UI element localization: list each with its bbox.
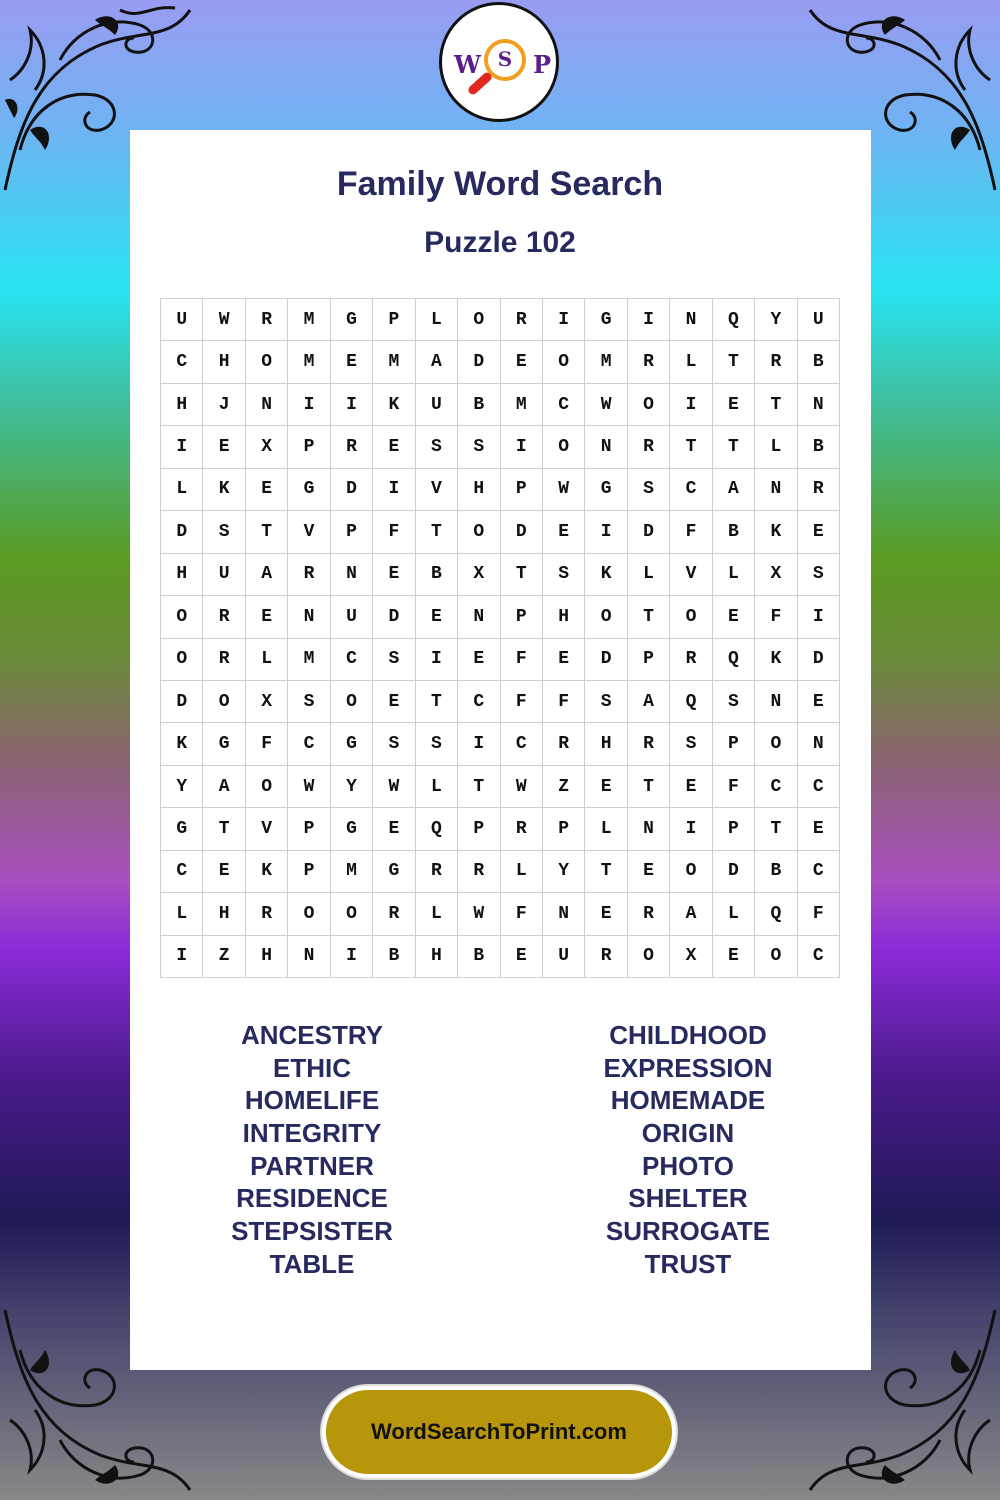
grid-cell: K [755,639,797,681]
grid-cell: Y [543,851,585,893]
grid-cell: B [798,426,840,468]
grid-cell: X [755,554,797,596]
grid-cell: N [288,596,330,638]
grid-cell: L [755,426,797,468]
grid-cell: M [331,851,373,893]
grid-cell: R [246,893,288,935]
grid-cell: O [458,511,500,553]
grid-cell: E [670,766,712,808]
grid-cell: E [501,936,543,978]
grid-cell: U [161,299,203,341]
grid-cell: A [670,893,712,935]
grid-cell: K [161,723,203,765]
grid-cell: S [416,723,458,765]
grid-cell: E [543,511,585,553]
grid-cell: R [628,893,670,935]
grid-cell: D [458,341,500,383]
grid-cell: V [670,554,712,596]
word-list-item: CHILDHOOD [609,1020,767,1050]
grid-cell: Y [331,766,373,808]
grid-cell: O [670,596,712,638]
grid-cell: N [288,936,330,978]
grid-cell: T [416,681,458,723]
grid-cell: R [543,723,585,765]
grid-cell: I [373,469,415,511]
grid-cell: D [373,596,415,638]
grid-cell: E [373,808,415,850]
grid-cell: E [416,596,458,638]
grid-cell: C [458,681,500,723]
grid-cell: G [585,299,627,341]
grid-cell: M [288,639,330,681]
grid-cell: R [501,299,543,341]
grid-cell: T [713,426,755,468]
grid-cell: S [670,723,712,765]
grid-cell: T [628,766,670,808]
puzzle-number: Puzzle 102 [424,226,576,259]
grid-cell: W [458,893,500,935]
word-list-item: EXPRESSION [603,1052,773,1083]
grid-cell: C [161,341,203,383]
grid-cell: O [755,936,797,978]
word-list-right [538,1018,838,1280]
grid-cell: R [416,851,458,893]
grid-cell: O [628,384,670,426]
grid-cell: T [246,511,288,553]
word-list-item: HOMELIFE [244,1085,380,1116]
grid-cell: N [755,681,797,723]
grid-cell: P [501,596,543,638]
grid-cell: G [203,723,245,765]
grid-cell: T [203,808,245,850]
grid-cell: B [416,554,458,596]
grid-cell: K [373,384,415,426]
grid-cell: C [798,851,840,893]
grid-cell: N [670,299,712,341]
grid-cell: W [288,766,330,808]
grid-cell: Q [670,681,712,723]
grid-cell: E [458,639,500,681]
grid-cell: B [458,936,500,978]
grid-cell: E [246,469,288,511]
word-list-item: ETHIC [273,1052,351,1083]
grid-cell: I [331,384,373,426]
grid-cell: T [416,511,458,553]
grid-cell: H [203,341,245,383]
grid-cell: G [331,299,373,341]
logo-letter-w: W [454,50,481,79]
grid-cell: H [458,469,500,511]
grid-cell: F [713,766,755,808]
grid-cell: R [288,554,330,596]
grid-cell: T [458,766,500,808]
grid-cell: R [203,639,245,681]
grid-cell: W [585,384,627,426]
grid-cell: W [543,469,585,511]
grid-cell: P [288,851,330,893]
grid-cell: E [798,808,840,850]
grid-cell: C [755,766,797,808]
grid-cell: D [585,639,627,681]
grid-cell: O [670,851,712,893]
grid-cell: H [161,384,203,426]
grid-cell: S [373,639,415,681]
grid-cell: U [331,596,373,638]
grid-cell: E [373,426,415,468]
grid-cell: E [713,384,755,426]
grid-cell: S [416,426,458,468]
grid-cell: F [543,681,585,723]
grid-cell: K [203,469,245,511]
grid-cell: P [331,511,373,553]
grid-cell: I [543,299,585,341]
grid-cell: S [543,554,585,596]
grid-cell: L [416,766,458,808]
word-list-item: SHELTER [628,1183,748,1214]
grid-cell: B [798,341,840,383]
grid-cell: S [373,723,415,765]
grid-cell: S [628,469,670,511]
grid-cell: L [713,893,755,935]
grid-cell: L [713,554,755,596]
logo-letter-s: S [497,47,513,71]
grid-cell: F [670,511,712,553]
grid-cell: S [585,681,627,723]
grid-cell: E [585,893,627,935]
grid-cell: I [670,384,712,426]
word-list-item: SURROGATE [605,1216,771,1247]
grid-cell: L [416,893,458,935]
grid-cell: D [501,511,543,553]
grid-cell: K [755,511,797,553]
grid-cell: Q [416,808,458,850]
grid-cell: U [416,384,458,426]
grid-cell: F [246,723,288,765]
grid-cell: O [203,681,245,723]
grid-cell: E [798,681,840,723]
grid-cell: F [755,596,797,638]
grid-cell: L [670,341,712,383]
grid-cell: R [246,299,288,341]
word-list-item: STEPSISTER [231,1216,393,1247]
grid-cell: T [585,851,627,893]
grid-cell: W [501,766,543,808]
grid-cell: E [203,851,245,893]
grid-cell: R [458,851,500,893]
grid-cell: P [543,808,585,850]
grid-cell: S [713,681,755,723]
grid-cell: C [161,851,203,893]
grid-cell: R [203,596,245,638]
grid-cell: H [543,596,585,638]
grid-cell: R [331,426,373,468]
grid-cell: B [755,851,797,893]
grid-cell: H [246,936,288,978]
grid-cell: E [543,639,585,681]
grid-cell: G [161,808,203,850]
grid-cell: C [288,723,330,765]
grid-cell: F [501,681,543,723]
grid-cell: H [161,554,203,596]
grid-cell: R [798,469,840,511]
grid-cell: P [501,469,543,511]
grid-cell: P [713,808,755,850]
grid-cell: L [161,893,203,935]
grid-cell: A [628,681,670,723]
grid-cell: T [755,384,797,426]
grid-cell: R [670,639,712,681]
grid-cell: P [288,808,330,850]
grid-cell: I [501,426,543,468]
grid-cell: I [161,936,203,978]
grid-cell: F [501,639,543,681]
word-list-left [162,1018,462,1280]
grid-cell: F [373,511,415,553]
grid-cell: R [628,723,670,765]
grid-cell: D [798,639,840,681]
grid-cell: N [798,384,840,426]
grid-cell: N [331,554,373,596]
grid-cell: H [585,723,627,765]
grid-cell: C [543,384,585,426]
grid-cell: K [585,554,627,596]
grid-cell: C [670,469,712,511]
grid-cell: N [458,596,500,638]
letter-grid [160,298,840,978]
grid-cell: E [713,936,755,978]
grid-cell: L [628,554,670,596]
grid-cell: T [713,341,755,383]
grid-cell: C [501,723,543,765]
grid-cell: I [416,639,458,681]
grid-cell: H [203,893,245,935]
grid-cell: S [203,511,245,553]
grid-cell: U [543,936,585,978]
grid-cell: E [246,596,288,638]
grid-cell: X [670,936,712,978]
grid-cell: O [246,766,288,808]
grid-cell: B [458,384,500,426]
word-list-item: RESIDENCE [236,1183,388,1214]
word-list-item: ORIGIN [641,1118,735,1149]
grid-cell: X [458,554,500,596]
word-list-item: ANCESTRY [240,1020,384,1050]
grid-cell: R [755,341,797,383]
grid-cell: F [798,893,840,935]
grid-cell: N [628,808,670,850]
grid-cell: E [713,596,755,638]
word-list-item: TABLE [269,1248,355,1279]
grid-cell: E [501,341,543,383]
grid-cell: T [670,426,712,468]
grid-cell: R [501,808,543,850]
grid-cell: G [331,808,373,850]
word-list-item: PHOTO [642,1150,734,1181]
grid-cell: H [416,936,458,978]
grid-cell: V [416,469,458,511]
grid-cell: G [373,851,415,893]
grid-cell: Z [203,936,245,978]
grid-cell: Y [161,766,203,808]
grid-cell: E [628,851,670,893]
grid-cell: U [798,299,840,341]
grid-cell: O [458,299,500,341]
grid-cell: P [458,808,500,850]
grid-cell: B [713,511,755,553]
grid-cell: O [585,596,627,638]
grid-cell: I [288,384,330,426]
grid-cell: G [288,469,330,511]
grid-cell: G [331,723,373,765]
word-list-item: TRUST [644,1248,732,1279]
grid-cell: L [585,808,627,850]
grid-cell: E [373,681,415,723]
grid-cell: O [288,893,330,935]
grid-cell: N [755,469,797,511]
grid-cell: O [755,723,797,765]
grid-cell: M [288,299,330,341]
grid-cell: L [246,639,288,681]
grid-cell: E [798,511,840,553]
wsp-logo [439,2,559,122]
grid-cell: L [416,299,458,341]
grid-cell: O [331,893,373,935]
grid-cell: O [161,639,203,681]
grid-cell: C [798,936,840,978]
grid-cell: D [161,511,203,553]
grid-cell: E [585,766,627,808]
grid-cell: I [458,723,500,765]
grid-cell: R [373,893,415,935]
grid-cell: I [798,596,840,638]
grid-cell: Q [713,299,755,341]
grid-cell: E [203,426,245,468]
grid-cell: O [246,341,288,383]
word-list-item: HOMEMADE [610,1085,766,1116]
grid-cell: E [331,341,373,383]
grid-cell: Q [755,893,797,935]
grid-cell: Y [755,299,797,341]
grid-cell: T [501,554,543,596]
grid-cell: G [585,469,627,511]
grid-cell: S [458,426,500,468]
grid-cell: N [798,723,840,765]
grid-cell: X [246,426,288,468]
grid-cell: E [373,554,415,596]
grid-cell: V [288,511,330,553]
grid-cell: I [670,808,712,850]
grid-cell: D [331,469,373,511]
grid-cell: Z [543,766,585,808]
grid-cell: V [246,808,288,850]
site-name[interactable]: WordSearchToPrint.com [371,1419,627,1444]
word-list-item: PARTNER [250,1150,374,1181]
grid-cell: M [373,341,415,383]
grid-cell: P [628,639,670,681]
grid-cell: S [288,681,330,723]
grid-cell: O [543,426,585,468]
grid-cell: D [713,851,755,893]
grid-cell: N [543,893,585,935]
grid-cell: J [203,384,245,426]
grid-cell: L [161,469,203,511]
grid-cell: Q [713,639,755,681]
grid-cell: N [246,384,288,426]
grid-cell: P [373,299,415,341]
grid-cell: L [501,851,543,893]
grid-cell: A [713,469,755,511]
grid-cell: W [203,299,245,341]
footer-banner[interactable] [322,1386,676,1478]
grid-cell: N [585,426,627,468]
grid-cell: O [543,341,585,383]
logo-letter-p: P [533,50,552,79]
grid-cell: X [246,681,288,723]
page-title: Family Word Search [336,165,664,203]
grid-cell: A [246,554,288,596]
grid-cell: O [331,681,373,723]
grid-cell: R [628,426,670,468]
grid-cell: O [161,596,203,638]
grid-cell: P [713,723,755,765]
grid-cell: W [373,766,415,808]
grid-cell: I [585,511,627,553]
grid-cell: U [203,554,245,596]
word-list-item: INTEGRITY [242,1118,382,1149]
grid-cell: R [585,936,627,978]
grid-cell: T [628,596,670,638]
grid-cell: M [501,384,543,426]
grid-cell: R [628,341,670,383]
grid-cell: I [628,299,670,341]
grid-cell: M [288,341,330,383]
grid-cell: P [288,426,330,468]
grid-cell: C [331,639,373,681]
grid-cell: F [501,893,543,935]
grid-cell: D [161,681,203,723]
grid-cell: A [203,766,245,808]
grid-cell: M [585,341,627,383]
grid-cell: D [628,511,670,553]
grid-cell: K [246,851,288,893]
grid-cell: I [161,426,203,468]
grid-cell: B [373,936,415,978]
grid-cell: O [628,936,670,978]
grid-cell: A [416,341,458,383]
grid-cell: I [331,936,373,978]
grid-cell: C [798,766,840,808]
grid-cell: S [798,554,840,596]
grid-cell: T [755,808,797,850]
